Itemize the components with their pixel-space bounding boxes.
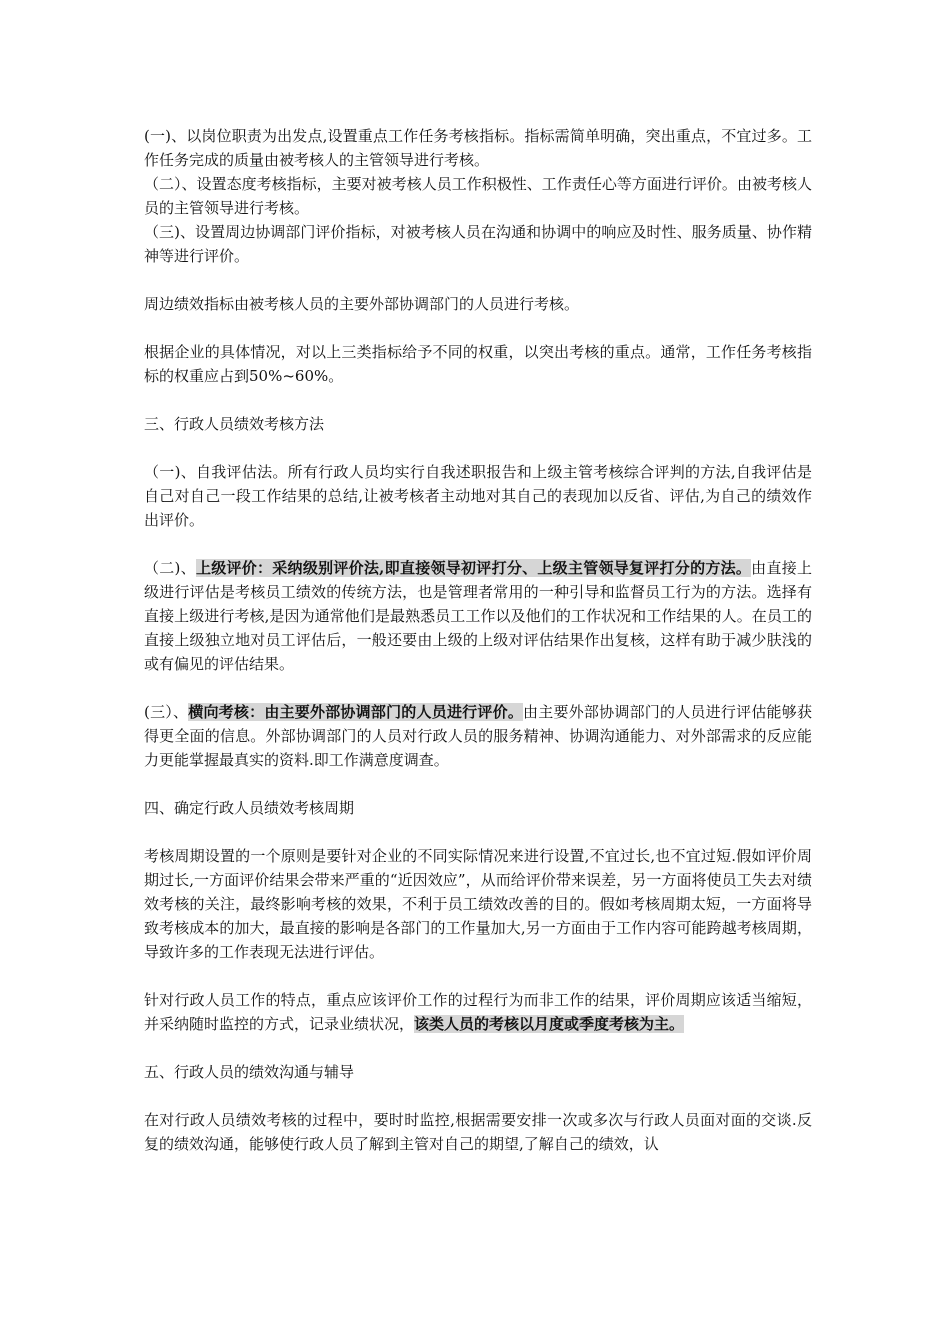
paragraph-attitude-indicators: （二）、设置态度考核指标，主要对被考核人员工作积极性、工作责任心等方面进行评价。由被考核人员的主管领导进行考核。: [144, 175, 812, 217]
paragraph-peer-performance: 周边绩效指标由被考核人员的主要外部协调部门的人员进行考核。: [144, 295, 580, 313]
section-heading-cycle: 四、确定行政人员绩效考核周期: [144, 799, 355, 817]
highlighted-text: 横向考核：由主要外部协调部门的人员进行评价。: [188, 703, 524, 721]
paragraph-body: 针对行政人员工作的特点，重点应该评价工作的过程行为而非工作的结果，评价周期应该适当缩短，并采纳随时监控的方式，记录业绩状况，: [144, 991, 812, 1033]
paragraph-communication: 在对行政人员绩效考核的过程中，要时时监控,根据需要安排一次或多次与行政人员面对面的交谈.反复的绩效沟通，能够使行政人员了解到主管对自己的期望,了解自己的绩效，认: [144, 1111, 812, 1153]
paragraph-weights: 根据企业的具体情况，对以上三类指标给予不同的权重，以突出考核的重点。通常，工作任务考核指标的权重应占到50%~60%。: [144, 343, 812, 385]
paragraph-self-assessment: （一)、自我评估法。所有行政人员均实行自我述职报告和上级主管考核综合评判的方法,自我评估是自己对自己一段工作结果的总结,让被考核者主动地对其自己的表现加以反省、评估,为自己的绩效作出评价。: [144, 463, 812, 529]
paragraph-body: 由主要外部协调部门的人员进行评估能够获得更全面的信息。外部协调部门的人员对行政人员的服务精神、协调沟通能力、对外部需求的反应能力更能掌握最真实的资料.即工作满意度调查。: [144, 703, 812, 769]
paragraph-horizontal-evaluation: [144, 700, 812, 772]
paragraph-task-indicators: (一)、以岗位职责为出发点,设置重点工作任务考核指标。指标需简单明确，突出重点，不宜过多。工作任务完成的质量由被考核人的主管领导进行考核。: [144, 127, 812, 169]
spacer: [144, 964, 812, 988]
spacer: [144, 532, 812, 556]
section-heading-methods: 三、行政人员绩效考核方法: [144, 415, 325, 433]
spacer: [144, 316, 812, 340]
paragraph-body: 由直接上级进行评估是考核员工绩效的传统方法，也是管理者常用的一种引导和监督员工行为的方法。选择有直接上级进行考核,是因为通常他们是最熟悉员工工作以及他们的工作状况和工作结果的人。在员工的直接上级独立地对员工评估后，一般还要由上级的上级对评估结果作出复核，这样有助于减少肤浅的或有偏见的评估结果。: [144, 559, 812, 673]
highlighted-text: 上级评价：采纳级别评价法,即直接领导初评打分、上级主管领导复评打分的方法。: [195, 559, 752, 577]
spacer: [144, 268, 812, 292]
paragraph-prefix: (三）、: [144, 703, 189, 721]
spacer: [144, 820, 812, 844]
spacer: [144, 676, 812, 700]
spacer: [144, 1036, 812, 1060]
paragraph-cycle-principle: 考核周期设置的一个原则是要针对企业的不同实际情况来进行设置,不宜过长,也不宜过短.假如评价周期过长,一方面评价结果会带来严重的“近因效应”，从而给评价带来误差，另一方面将使员工失去对绩效考核的关注，最终影响考核的效果，不利于员工绩效改善的目的。假如考核周期太短，一方面将导致考核成本的加大，最直接的影响是各部门的工作量加大,另一方面由于工作内容可能跨越考核周期，导致许多的工作表现无法进行评估。: [144, 847, 812, 961]
paragraph-prefix: （二)、: [144, 559, 196, 577]
spacer: [144, 772, 812, 796]
highlighted-text: 该类人员的考核以月度或季度考核为主。: [414, 1015, 685, 1033]
paragraph-superior-evaluation: [144, 556, 812, 676]
spacer: [144, 1084, 812, 1108]
paragraph-peer-indicators: （三)、设置周边协调部门评价指标，对被考核人员在沟通和协调中的响应及时性、服务质量、协作精神等进行评价。: [144, 223, 812, 265]
spacer: [144, 436, 812, 460]
spacer: [144, 388, 812, 412]
paragraph-cycle-recommendation: [144, 988, 812, 1036]
section-heading-communication: 五、行政人员的绩效沟通与辅导: [144, 1063, 355, 1081]
document-page: [144, 124, 812, 1156]
